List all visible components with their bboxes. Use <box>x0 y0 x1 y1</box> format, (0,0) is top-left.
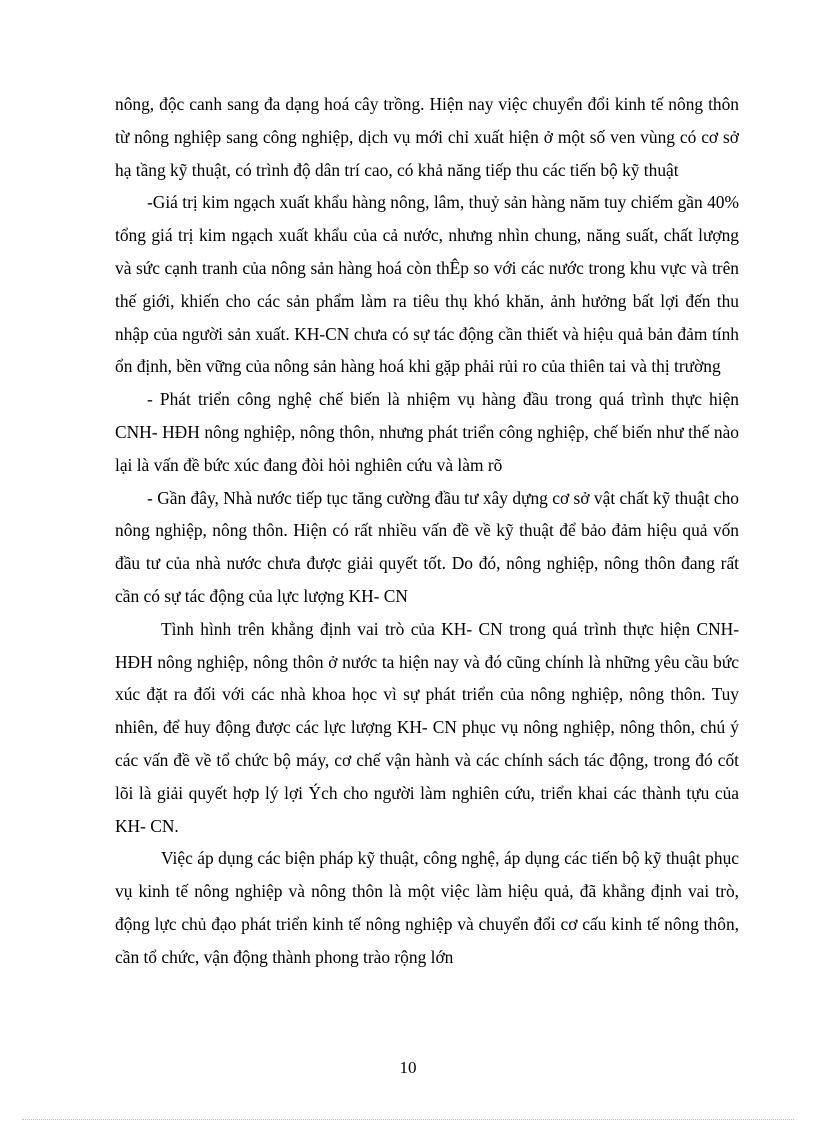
paragraph-continuation: nông, độc canh sang đa dạng hoá cây trồng. Hiện nay việc chuyển đổi kinh tế nông thôn từ nông nghiệp sang công nghiệp, dịch vụ mới chỉ xuất hiện ở một số ven vùng có cơ sở hạ tầng kỹ thuật, có trình độ dân trí cao, có khả năng tiếp thu các tiến bộ kỹ thuật <box>115 94 739 180</box>
paragraph-applying-techniques: Việc áp dụng các biện pháp kỹ thuật, công nghệ, áp dụng các tiến bộ kỹ thuật phục vụ kinh tế nông nghiệp và nông thôn là một việc làm hiệu quả, đã khẳng định vai trò, động lực chủ đạo phát triển kinh tế nông nghiệp và chuyển đổi cơ cấu kinh tế nông thôn, cần tổ chức, vận động thành phong trào rộng lớn <box>115 848 739 967</box>
paragraph-situation: Tình hình trên khẳng định vai trò của KH- CN trong quá trình thực hiện CNH- HĐH nông nghiệp, nông thôn ở nước ta hiện nay và đó cũng chính là những yêu cầu bức xúc đặt ra đối với các nhà khoa học vì sự phát triển của nông nghiệp, nông thôn. Tuy nhiên, để huy động được các lực lượng KH- CN phục vụ nông nghiệp, nông thôn, chú ý các vấn đề về tổ chức bộ máy, cơ chế vận hành và các chính sách tác động, trong đó cốt lõi là giải quyết hợp lý lợi Ých cho người làm nghiên cứu, triển khai các thành tựu của KH- CN. <box>115 618 739 836</box>
paragraph-export-value: -Giá trị kim ngạch xuất khẩu hàng nông, lâm, thuỷ sản hàng năm tuy chiếm gần 40% tổng giá trị kim ngạch xuất khẩu của cả nước, nhưng nhìn chung, năng suất, chất lượng và sức cạnh tranh của nông sản hàng hoá còn thÊp so với các nước trong khu vực và trên thế giới, khiến cho các sản phẩm làm ra tiêu thụ khó khăn, ảnh hưởng bất lợi đến thu nhập của người sản xuất. KH-CN chưa có sự tác động cần thiết và hiệu quả bản đảm tính ổn định, bền vững của nông sản hàng hoá khi gặp phải rủi ro của thiên tai và thị trường <box>115 192 739 377</box>
paragraph-state-investment: - Gần đây, Nhà nước tiếp tục tăng cường đầu tư xây dựng cơ sở vật chất kỹ thuật cho nông nghiệp, nông thôn. Hiện có rất nhiều vấn đề về kỹ thuật để bảo đảm hiệu quả vốn đầu tư của nhà nước chưa được giải quyết tốt. Do đó, nông nghiệp, nông thôn đang rất cần có sự tác động của lực lượng KH- CN <box>115 487 739 606</box>
page-bottom-edge <box>22 1119 794 1120</box>
paragraph-processing-technology: - Phát triển công nghệ chế biến là nhiệm vụ hàng đầu trong quá trình thực hiện CNH- HĐH nông nghiệp, nông thôn, nhưng phát triển công nghiệp, chế biến như thế nào lại là vấn đề bức xúc đang đòi hỏi nghiên cứu và làm rõ <box>115 389 739 475</box>
page-number: 10 <box>399 1058 417 1077</box>
body-text <box>115 88 739 974</box>
